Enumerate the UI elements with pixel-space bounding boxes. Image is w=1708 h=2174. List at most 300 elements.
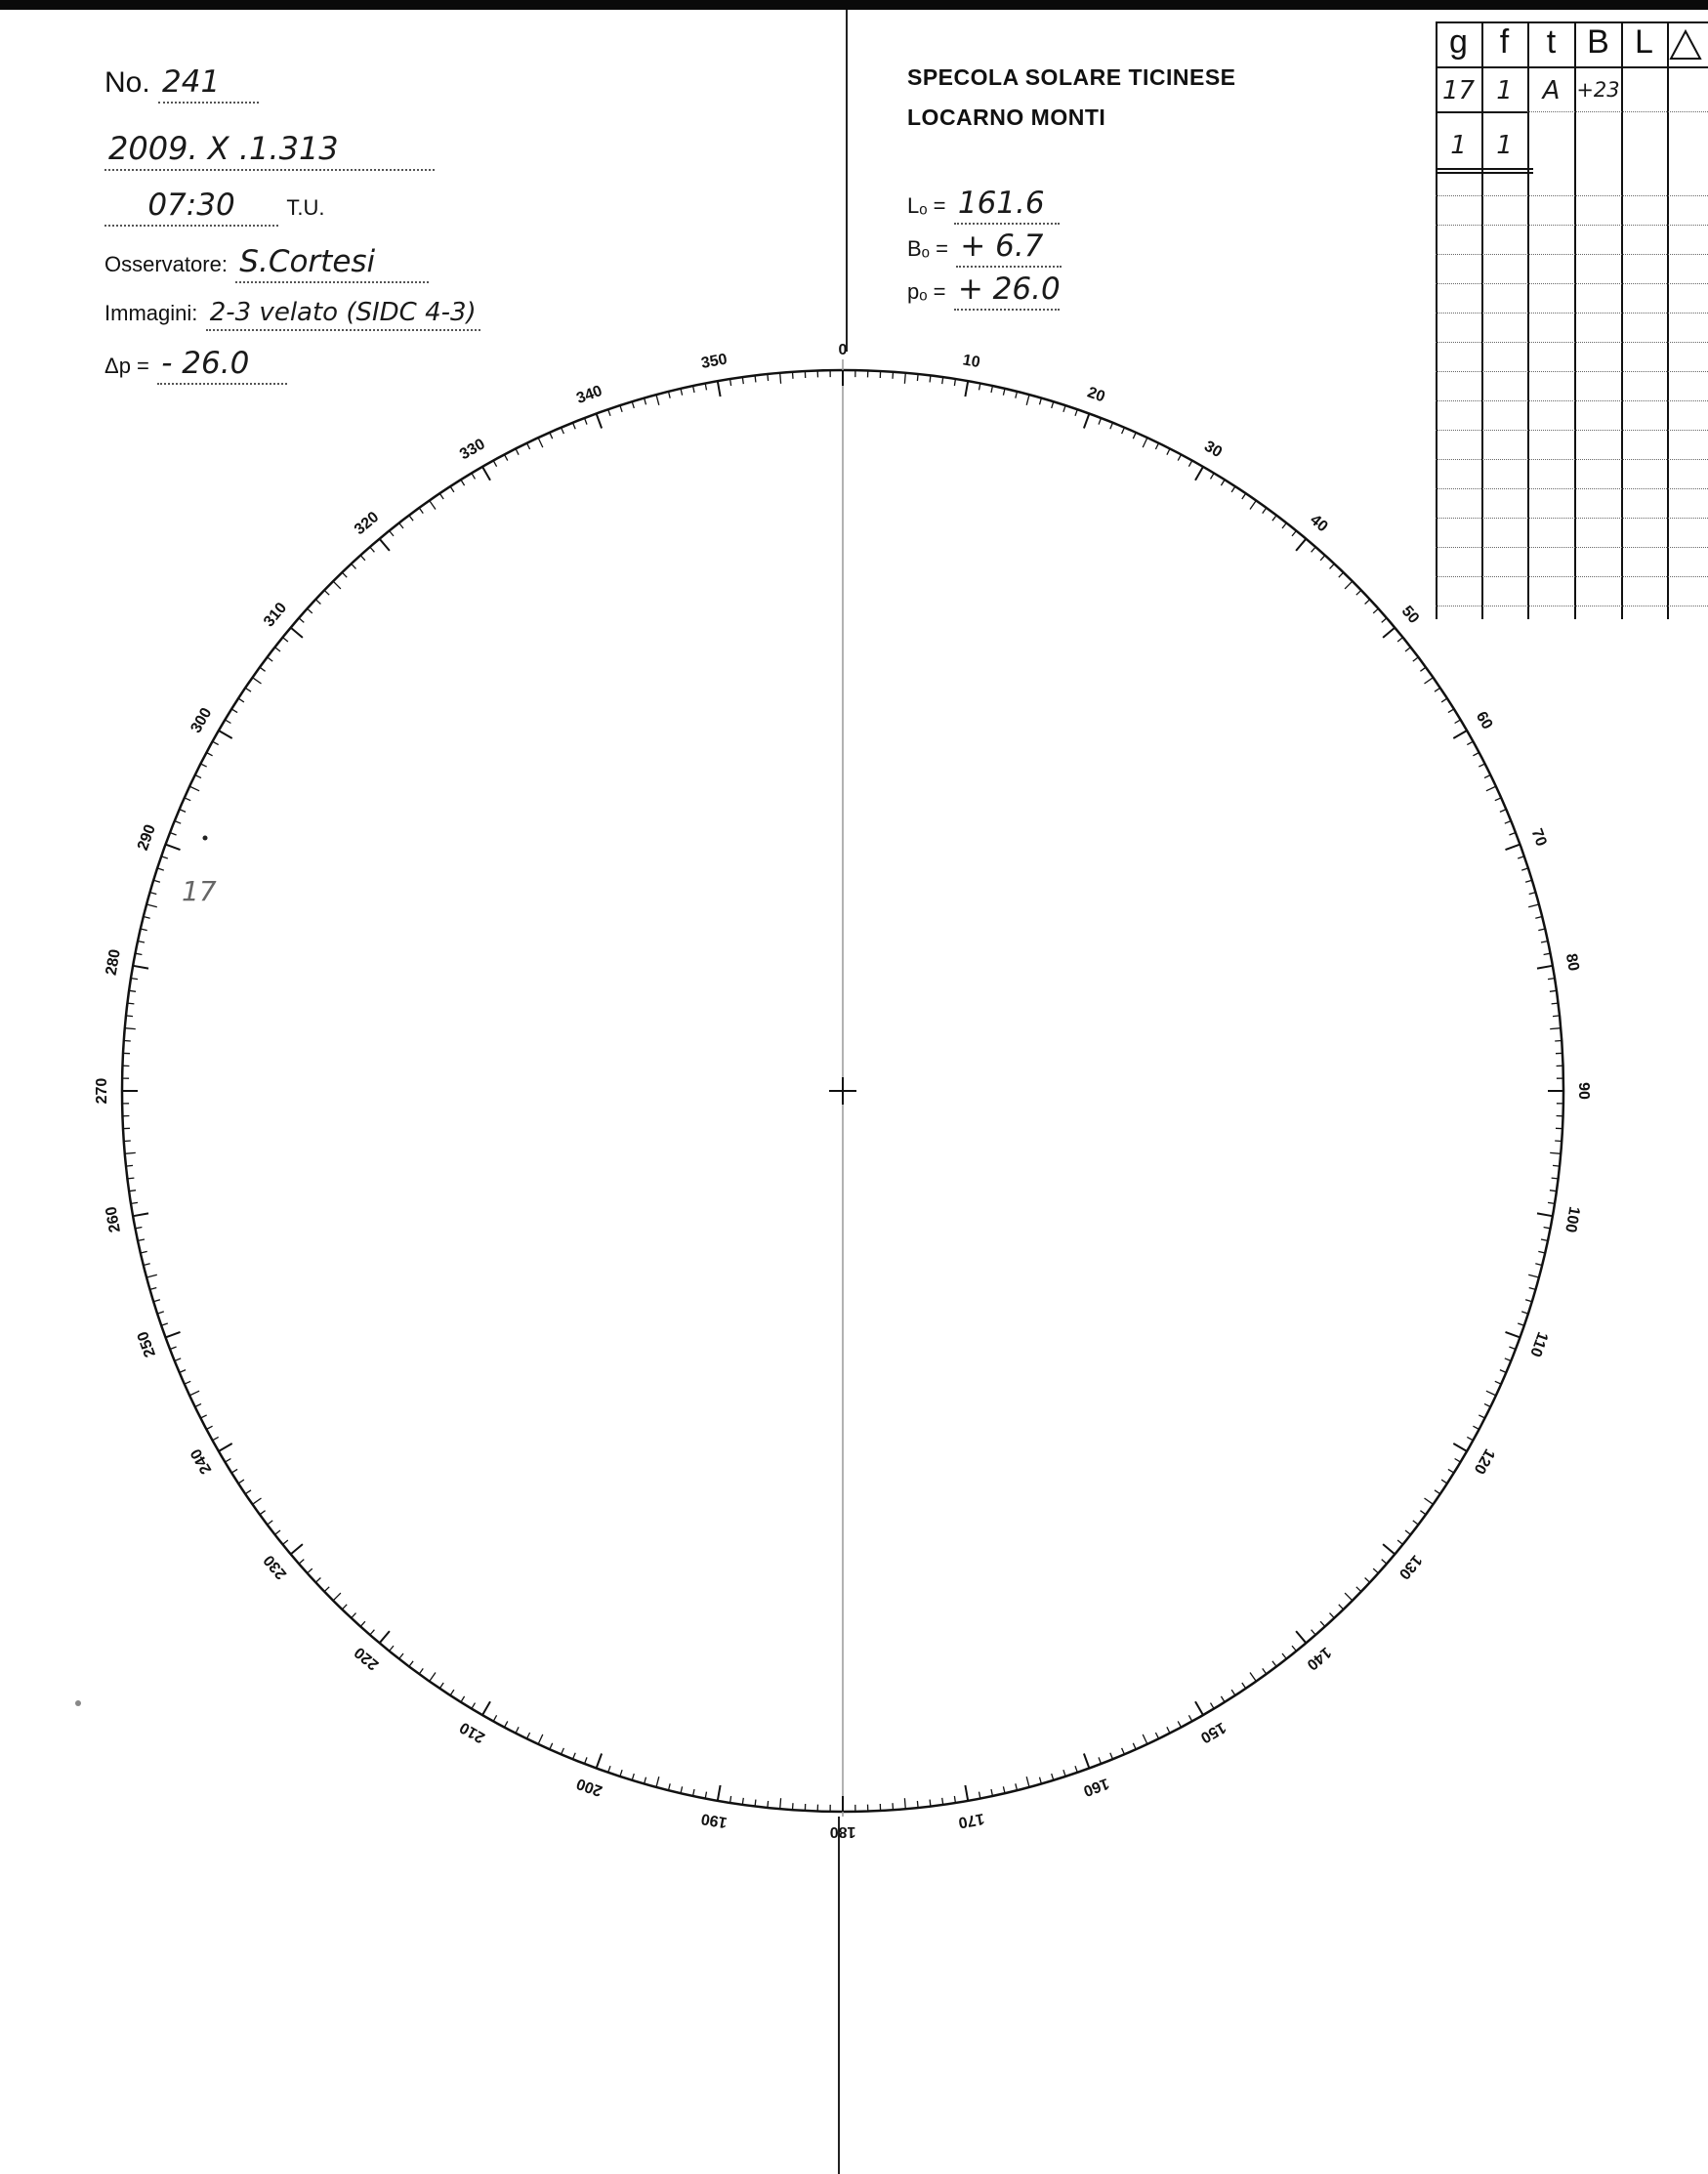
degree-tick: [1455, 1459, 1461, 1463]
degree-tick: [597, 1754, 603, 1769]
degree-tick: [136, 953, 143, 954]
degree-label: 220: [351, 1643, 383, 1674]
degree-tick: [238, 1480, 244, 1484]
degree-tick: [380, 539, 390, 551]
degree-tick: [965, 381, 968, 397]
degree-tick: [185, 1381, 190, 1384]
degree-tick: [189, 786, 199, 791]
degree-tick: [291, 628, 303, 638]
degree-tick: [126, 1165, 133, 1166]
degree-tick: [274, 1530, 280, 1534]
degree-tick: [1133, 433, 1136, 439]
degree-tick: [1110, 1753, 1113, 1760]
degree-tick: [315, 600, 320, 605]
degree-tick: [253, 678, 262, 684]
degree-label: 320: [351, 508, 383, 539]
degree-tick: [1099, 1757, 1102, 1764]
degree-tick: [1272, 516, 1276, 522]
degree-tick: [1188, 461, 1191, 467]
degree-tick: [1272, 1661, 1276, 1667]
degree-tick: [283, 638, 288, 642]
degree-tick: [1467, 741, 1473, 744]
degree-tick: [573, 1753, 576, 1760]
degree-tick: [893, 1803, 894, 1810]
degree-tick: [219, 1443, 232, 1451]
degree-tick: [1016, 392, 1018, 398]
degree-tick: [189, 1391, 199, 1396]
degree-tick: [299, 1560, 304, 1565]
degree-label: 140: [1303, 1643, 1335, 1674]
degree-tick: [1453, 731, 1467, 738]
degree-tick: [527, 1733, 530, 1738]
degree-tick: [768, 1801, 769, 1808]
degree-tick: [482, 467, 490, 481]
degree-tick: [1003, 389, 1005, 396]
degree-tick: [965, 1785, 968, 1801]
degree-tick: [620, 405, 622, 412]
degree-tick: [1383, 628, 1395, 638]
table-cell: 1: [1496, 131, 1513, 160]
degree-tick: [175, 1359, 182, 1361]
degree-tick: [1339, 572, 1344, 577]
degree-tick: [755, 1800, 756, 1807]
degree-tick: [1231, 1690, 1235, 1695]
degree-tick: [472, 473, 476, 479]
degree-tick: [1500, 810, 1506, 813]
degree-tick: [399, 523, 403, 528]
degree-tick: [1211, 1703, 1215, 1709]
degree-label: 150: [1197, 1718, 1229, 1746]
degree-tick: [430, 1673, 436, 1682]
degree-tick: [1544, 953, 1551, 954]
degree-tick: [133, 966, 148, 969]
degree-label: 130: [1395, 1551, 1426, 1583]
degree-label: 250: [134, 1328, 160, 1359]
table-cell: 17: [1441, 76, 1476, 105]
degree-tick: [1467, 1437, 1473, 1440]
degree-tick: [505, 454, 508, 460]
degree-tick: [681, 1786, 683, 1793]
observer-value: S.Cortesi: [235, 244, 429, 283]
degree-tick: [538, 438, 543, 447]
degree-tick: [213, 1437, 219, 1440]
degree-tick: [1356, 590, 1361, 595]
degree-tick: [1320, 556, 1325, 561]
degree-tick: [1552, 1178, 1559, 1179]
degree-tick: [1292, 1646, 1296, 1651]
degree-tick: [419, 508, 423, 514]
degree-label: 180: [829, 1822, 856, 1840]
degree-tick: [930, 376, 931, 383]
degree-tick: [1263, 508, 1267, 514]
degree-tick: [461, 1696, 465, 1702]
degree-tick: [399, 1653, 403, 1659]
observer-label: Osservatore:: [104, 252, 228, 276]
degree-tick: [144, 917, 150, 919]
degree-label: 30: [1201, 438, 1226, 462]
degree-tick: [793, 372, 794, 379]
degree-tick: [1382, 618, 1387, 623]
degree-tick: [1365, 1578, 1370, 1583]
degree-tick: [493, 1715, 496, 1721]
degree-label: 270: [94, 1077, 111, 1105]
degree-label: 110: [1526, 1329, 1551, 1359]
degree-tick: [360, 1621, 365, 1626]
degree-tick: [1292, 531, 1296, 536]
degree-tick: [669, 392, 671, 398]
degree-tick: [1500, 1370, 1506, 1373]
degree-label: 340: [574, 382, 605, 408]
degree-tick: [180, 1370, 186, 1373]
degree-tick: [585, 418, 588, 425]
degree-tick: [1506, 845, 1521, 851]
degree-label: 80: [1562, 952, 1582, 973]
degree-tick: [1195, 1701, 1203, 1715]
degree-tick: [170, 1347, 177, 1350]
degree-tick: [1479, 1415, 1484, 1418]
degree-tick: [780, 373, 781, 384]
degree-tick: [141, 1251, 147, 1253]
degree-tick: [1110, 423, 1113, 430]
degree-label: 280: [103, 947, 124, 977]
degree-label: 90: [1574, 1082, 1592, 1100]
degree-label: 20: [1085, 384, 1107, 406]
degree-tick: [260, 1511, 266, 1515]
degree-tick: [1455, 720, 1461, 724]
degree-tick: [681, 389, 683, 396]
degree-tick: [268, 657, 273, 661]
degree-tick: [1250, 501, 1256, 510]
degree-tick: [225, 1459, 230, 1463]
degree-tick: [718, 1785, 721, 1801]
number-label: No.: [104, 66, 150, 99]
degree-tick: [755, 376, 756, 383]
degree-tick: [124, 1041, 131, 1042]
degree-tick: [1509, 833, 1516, 836]
degree-tick: [608, 409, 610, 416]
degree-tick: [550, 1743, 553, 1749]
degree-tick: [1538, 929, 1545, 931]
degree-tick: [516, 448, 519, 454]
degree-tick: [538, 1735, 543, 1744]
degree-tick: [291, 1544, 303, 1554]
degree-tick: [1535, 1264, 1542, 1266]
degree-tick: [439, 493, 443, 499]
institute-location: LOCARNO MONTI: [907, 105, 1106, 130]
degree-tick: [585, 1757, 588, 1764]
degree-tick: [1535, 917, 1542, 919]
degree-tick: [1040, 398, 1042, 405]
degree-tick: [133, 1213, 148, 1216]
b0-value: + 6.7: [956, 229, 1062, 268]
degree-tick: [917, 1801, 918, 1808]
degree-tick: [1312, 547, 1316, 552]
degree-tick: [1555, 1141, 1562, 1142]
degree-tick: [157, 868, 164, 870]
degree-label: 190: [699, 1810, 729, 1831]
degree-tick: [1330, 1613, 1335, 1618]
degree-tick: [1473, 753, 1479, 756]
degree-tick: [333, 1593, 341, 1601]
degree-label: 40: [1307, 511, 1331, 536]
degree-tick: [1231, 486, 1235, 492]
degree-tick: [299, 618, 304, 623]
degree-tick: [370, 547, 375, 552]
degree-tick: [128, 1178, 135, 1179]
degree-tick: [893, 372, 894, 379]
images-value: 2-3 velato (SIDC 4-3): [206, 298, 480, 331]
degree-tick: [166, 1332, 181, 1338]
degree-tick: [185, 798, 190, 801]
degree-tick: [333, 581, 341, 589]
degree-tick: [450, 486, 454, 492]
degree-tick: [1063, 1770, 1065, 1777]
degree-tick: [1345, 1593, 1353, 1601]
degree-tick: [1537, 1213, 1553, 1216]
degree-tick: [390, 1646, 394, 1651]
degree-tick: [315, 1578, 320, 1583]
degree-tick: [1425, 678, 1434, 684]
degree-tick: [1282, 523, 1286, 528]
degree-tick: [505, 1721, 508, 1727]
degree-tick: [1143, 438, 1147, 447]
degree-tick: [608, 1766, 610, 1773]
degree-tick: [200, 1415, 206, 1418]
degree-tick: [1143, 1735, 1147, 1744]
degree-tick: [1405, 1530, 1411, 1534]
degree-tick: [1553, 1165, 1560, 1166]
degree-tick: [1495, 1381, 1501, 1384]
degree-tick: [1356, 1587, 1361, 1592]
degree-tick: [1509, 1347, 1516, 1350]
table-cell: A: [1542, 76, 1561, 105]
degree-tick: [1040, 1777, 1042, 1784]
degree-tick: [645, 398, 646, 405]
degree-tick: [1084, 1754, 1090, 1769]
degree-tick: [1555, 1041, 1562, 1042]
degree-tick: [245, 1490, 251, 1494]
degree-tick: [573, 423, 576, 430]
degree-label: 240: [187, 1445, 216, 1477]
degree-label: 170: [957, 1810, 986, 1831]
degree-tick: [268, 1521, 273, 1525]
degree-tick: [1553, 1016, 1560, 1017]
degree-tick: [1084, 414, 1090, 429]
time-value: 07:30: [104, 188, 278, 227]
degree-tick: [1479, 764, 1484, 767]
degree-tick: [645, 1777, 646, 1784]
degree-label: 100: [1562, 1205, 1583, 1234]
degree-tick: [180, 810, 186, 813]
degree-tick: [274, 648, 280, 651]
degree-label: 230: [260, 1551, 291, 1583]
degree-tick: [1320, 1621, 1325, 1626]
degree-label: 160: [1080, 1774, 1111, 1800]
degree-tick: [390, 531, 394, 536]
degree-tick: [669, 1783, 671, 1790]
images-label: Immagini:: [104, 301, 198, 325]
degree-tick: [768, 374, 769, 381]
degree-tick: [979, 1792, 980, 1799]
degree-tick: [1075, 409, 1077, 416]
degree-tick: [597, 414, 603, 429]
degree-tick: [904, 1798, 905, 1809]
degree-tick: [195, 1403, 201, 1406]
degree-tick: [430, 501, 436, 510]
degree-tick: [352, 1613, 356, 1618]
degree-tick: [1312, 1630, 1316, 1635]
degree-tick: [126, 1016, 133, 1017]
degree-tick: [1486, 1391, 1496, 1396]
degree-tick: [1373, 1568, 1378, 1573]
degree-tick: [1167, 448, 1170, 454]
degree-tick: [342, 1605, 347, 1610]
date-value: 2009. X .1.313: [104, 130, 435, 171]
degree-label: 290: [134, 822, 160, 854]
degree-tick: [231, 1469, 237, 1473]
degree-tick: [1003, 1786, 1005, 1793]
degree-tick: [527, 443, 530, 449]
degree-tick: [562, 428, 564, 434]
degree-tick: [718, 381, 721, 397]
degree-tick: [1413, 1521, 1419, 1525]
degree-tick: [125, 1028, 136, 1029]
degree-tick: [1420, 667, 1426, 671]
degree-tick: [1538, 1251, 1545, 1253]
degree-tick: [1296, 1631, 1306, 1643]
degree-tick: [1550, 1152, 1561, 1153]
degree-tick: [125, 1152, 136, 1153]
degree-tick: [253, 1498, 262, 1504]
degree-tick: [409, 1661, 413, 1667]
degree-tick: [1521, 868, 1528, 870]
degree-tick: [260, 667, 266, 671]
degree-tick: [780, 1798, 781, 1809]
degree-label: 50: [1397, 603, 1423, 627]
degree-tick: [1075, 1766, 1077, 1773]
degree-tick: [283, 1540, 288, 1544]
degree-tick: [1339, 1605, 1344, 1610]
degree-tick: [1263, 1668, 1267, 1674]
degree-tick: [1453, 1443, 1467, 1451]
degree-tick: [128, 1003, 135, 1004]
degree-tick: [1296, 539, 1306, 551]
degree-tick: [979, 384, 980, 391]
sunspot-dot: [203, 836, 208, 841]
degree-tick: [324, 590, 329, 595]
degree-tick: [231, 709, 237, 713]
degree-tick: [482, 1701, 490, 1715]
degree-tick: [562, 1748, 564, 1754]
degree-label: 310: [260, 599, 291, 631]
degree-tick: [409, 516, 413, 522]
degree-tick: [1242, 493, 1246, 499]
degree-tick: [150, 1288, 157, 1290]
degree-tick: [1282, 1653, 1286, 1659]
degree-tick: [195, 775, 201, 778]
degree-tick: [380, 1631, 390, 1643]
degree-tick: [1382, 1560, 1387, 1565]
degree-tick: [1397, 1540, 1402, 1544]
degree-tick: [1330, 564, 1335, 568]
degree-tick: [1505, 1359, 1512, 1361]
table-header-b: B: [1587, 23, 1609, 61]
table-header-g: g: [1449, 23, 1468, 61]
degree-tick: [1167, 1727, 1170, 1733]
degree-tick: [472, 1703, 476, 1709]
degree-label: 300: [187, 705, 216, 736]
degree-tick: [917, 374, 918, 381]
degree-tick: [1373, 608, 1378, 613]
degree-tick: [1221, 1696, 1225, 1702]
degree-label: 200: [574, 1774, 605, 1800]
stain-mark: [75, 1700, 81, 1706]
degree-tick: [1441, 1480, 1447, 1484]
degree-tick: [166, 845, 181, 851]
degree-tick: [1242, 1683, 1246, 1689]
degree-tick: [1425, 1498, 1434, 1504]
degree-tick: [550, 433, 553, 439]
degree-tick: [656, 395, 659, 405]
degree-tick: [170, 833, 177, 836]
degree-tick: [308, 1568, 312, 1573]
degree-label: 60: [1472, 708, 1496, 732]
degree-tick: [1506, 1332, 1521, 1338]
degree-tick: [656, 1777, 659, 1787]
degree-tick: [1178, 1721, 1181, 1727]
degree-tick: [213, 741, 219, 744]
degree-tick: [146, 1275, 157, 1277]
degree-tick: [1518, 1323, 1524, 1325]
degree-tick: [308, 608, 312, 613]
degree-tick: [1505, 821, 1512, 824]
degree-tick: [1552, 1003, 1559, 1004]
time-unit: T.U.: [286, 195, 325, 220]
degree-tick: [1529, 893, 1536, 895]
degree-tick: [1122, 428, 1125, 434]
table-cell: +23: [1576, 78, 1620, 102]
degree-tick: [1521, 1312, 1528, 1314]
degree-tick: [1473, 1426, 1479, 1429]
table-header-f: f: [1499, 23, 1510, 61]
l0-value: 161.6: [954, 186, 1060, 225]
b0-label: Bₒ =: [907, 236, 948, 261]
degree-tick: [1441, 698, 1447, 702]
degree-tick: [146, 904, 157, 907]
degree-tick: [1413, 657, 1419, 661]
degree-tick: [200, 764, 206, 767]
degree-tick: [1405, 648, 1411, 651]
degree-tick: [1448, 1469, 1454, 1473]
degree-tick: [352, 564, 356, 568]
degree-tick: [1345, 581, 1353, 589]
delta-p-label: Δp =: [104, 354, 149, 378]
degree-tick: [620, 1770, 622, 1777]
degree-tick: [1099, 418, 1102, 425]
degree-tick: [1537, 966, 1553, 969]
group-number-label: 17: [182, 875, 217, 907]
degree-tick: [1133, 1743, 1136, 1749]
degree-tick: [1178, 454, 1181, 460]
degree-label: 70: [1527, 826, 1550, 849]
degree-label: 260: [103, 1205, 124, 1234]
number-value: 241: [158, 64, 259, 104]
degree-tick: [1250, 1673, 1256, 1682]
degree-label: 330: [457, 436, 488, 464]
degree-tick: [1484, 1403, 1490, 1406]
degree-tick: [1528, 1275, 1539, 1277]
p0-label: pₒ =: [907, 279, 946, 304]
